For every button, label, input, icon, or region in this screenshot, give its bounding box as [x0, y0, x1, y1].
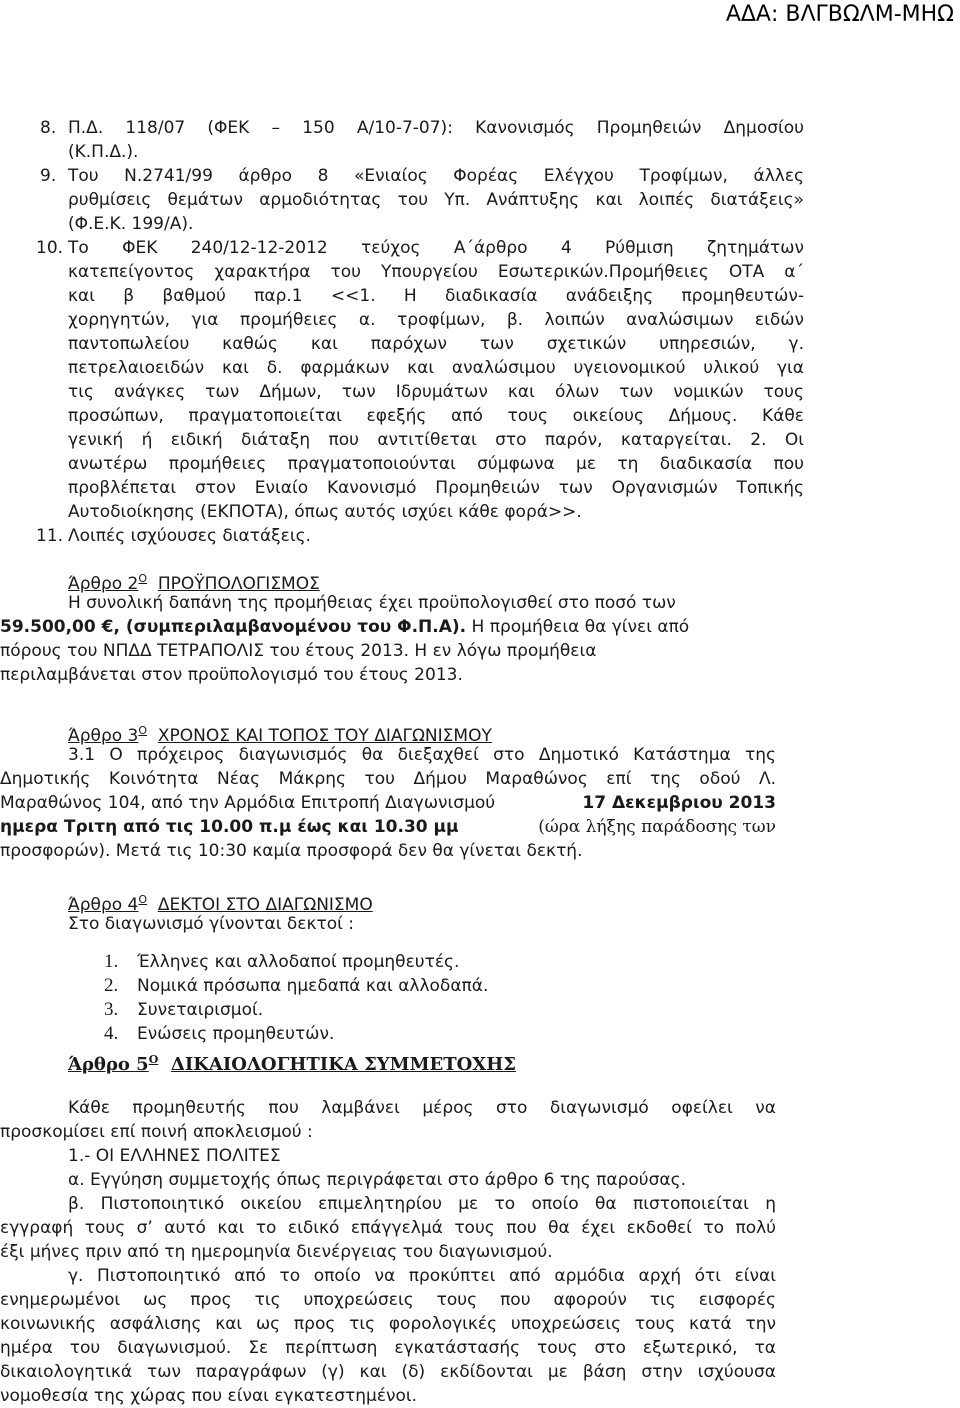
tender-committee: Μαραθώνος 104, από την Αρμόδια Επιτροπή Διαγωνισμού — [0, 793, 496, 813]
tender-line: Δημοτικής Κοινότητα Νέας Μάκρης του Δήμου Μαραθώνος επί της οδού Λ. — [0, 769, 776, 789]
tender-time: ημερα Τριτη από τις 10.00 π.μ έως και 10.30 μμ — [0, 817, 459, 837]
article-ordinal: Ο — [138, 893, 148, 906]
list-number: 9. — [40, 166, 57, 186]
eligible-intro: Στο διαγωνισμό γίνονται δεκτοί : — [68, 914, 355, 934]
ada-code: ΑΔΑ: ΒΛΓΒΩΛΜ-ΜΗΩ — [725, 2, 954, 27]
docs-item-b-line: β. Πιστοποιητικό οικείου επιμελητηρίου με το οποίο θα πιστοποιείται η — [68, 1194, 776, 1214]
budget-source: Η προμήθεια θα γίνει από — [466, 617, 690, 637]
docs-subheading: 1.- ΟΙ ΕΛΛΗΝΕΣ ΠΟΛΙΤΕΣ — [68, 1146, 281, 1166]
list-number: 10. — [36, 238, 64, 258]
article-title: ΧΡΟΝΟΣ ΚΑΙ ΤΟΠΟΣ ΤΟΥ ΔΙΑΓΩΝΙΣΜΟΥ — [157, 726, 492, 746]
tender-line: 3.1 Ο πρόχειρος διαγωνισμός θα διεξαχθεί στο Δημοτικό Κατάστημα της — [68, 745, 776, 765]
article-number: Άρθρο 2 — [68, 574, 139, 594]
budget-amount-line — [0, 615, 689, 639]
list-item-line: και β βαθμού παρ.1 <<1. Η διαδικασία ανάδειξης προμηθευτών- — [68, 286, 804, 306]
list-item-line: (Κ.Π.Δ.). — [68, 142, 139, 162]
budget-line: Η συνολική δαπάνη της προμήθειας έχει προϋπολογισθεί στο ποσό των — [68, 593, 676, 613]
article-ordinal: Ο — [148, 1053, 159, 1066]
list-item-line: παντοπωλείου καθώς και παρόχων των σχετικών υπηρεσιών, γ. — [68, 334, 804, 354]
list-item-line: προβλέπεται στον Ενιαίο Κανονισμό Προμηθειών των Οργανισμών Τοπικής — [68, 478, 804, 498]
article-number: Άρθρο 3 — [68, 726, 139, 746]
article-number: Άρθρο 5 — [68, 1054, 149, 1075]
list-number: 11. — [36, 526, 64, 546]
eligible-item: Συνεταιρισμοί. — [137, 1000, 264, 1020]
list-item-line: Π.Δ. 118/07 (ΦΕΚ – 150 Α/10-7-07): Κανονισμός Προμηθειών Δημοσίου — [68, 118, 804, 138]
budget-line: πόρους του ΝΠΔΔ ΤΕΤΡΑΠΟΛΙΣ του έτους 2013. Η εν λόγω προμήθεια — [0, 641, 597, 661]
docs-item-c-line: νομοθεσία της χώρας που είναι εγκατεστημένοι. — [0, 1386, 418, 1406]
list-item-line: χορηγητών, για προμήθειες α. τροφίμων, β. λοιπών αναλώσιμων ειδών — [68, 310, 804, 330]
eligible-item: Ενώσεις προμηθευτών. — [137, 1024, 335, 1044]
docs-line: Κάθε προμηθευτής που λαμβάνει μέρος στο διαγωνισμό οφείλει να — [68, 1098, 776, 1118]
docs-line: προσκομίσει επί ποινή αποκλεισμού : — [0, 1122, 313, 1142]
eligible-number: 2. — [104, 975, 119, 996]
eligible-number: 1. — [104, 951, 119, 972]
tender-line: προσφορών). Μετά τις 10:30 καμία προσφορά δεν θα γίνεται δεκτή. — [0, 841, 583, 861]
eligible-item: Έλληνες και αλλοδαποί προμηθευτές. — [137, 952, 460, 972]
budget-line: περιλαμβάνεται στον προϋπολογισμό του έτους 2013. — [0, 665, 463, 685]
article-title: ΔΙΚΑΙΟΛΟΓΗΤΙΚΑ ΣΥΜΜΕΤΟΧΗΣ — [170, 1054, 516, 1075]
eligible-number: 3. — [104, 999, 119, 1020]
article-ordinal: Ο — [138, 572, 148, 585]
list-item-line: τις ανάγκες των Δήμων, των Ιδρυμάτων και όλων των νομικών τους — [68, 382, 804, 402]
docs-item-c-line: ημέρα του διαγωνισμού. Σε περίπτωση εγκατάστασής τους στο εξωτερικό, τα — [0, 1338, 776, 1358]
docs-item-c-line: δικαιολογητικά των παραγράφων (γ) και (δ) εκδίδονται με βάση στην ισχύουσα — [0, 1362, 776, 1382]
heading-gap — [158, 1054, 171, 1075]
docs-item-b-line: εγγραφή τους σ’ αυτό και το ειδικό επάγγελμά τους που θα έχει εκδοθεί το πολύ — [0, 1218, 776, 1238]
article-title: ΠΡΟΫΠΟΛΟΓΙΣΜΟΣ — [157, 574, 320, 594]
list-item-line: ρυθμίσεις θεμάτων αρμοδιότητας του Υπ. Ανάπτυξης και λοιπές διατάξεις» — [68, 190, 804, 210]
list-number: 8. — [40, 118, 57, 138]
list-item-line: Το ΦΕΚ 240/12-12-2012 τεύχος Α΄άρθρο 4 Ρύθμιση ζητημάτων — [68, 238, 804, 258]
list-item-line: κατεπείγοντος χαρακτήρα του Υπουργείου Εσωτερικών.Προμήθειες ΟΤΑ α΄ — [68, 262, 804, 282]
list-item-line: ανωτέρω προμήθειες πραγματοποιούνται σύμφωνα με τη διαδικασία που — [68, 454, 804, 474]
article-ordinal: Ο — [138, 724, 148, 737]
tender-line — [0, 815, 776, 839]
art5-heading — [68, 1048, 516, 1077]
article-number: Άρθρο 4 — [68, 895, 139, 915]
docs-item-a: α. Εγγύηση συμμετοχής όπως περιγράφεται στο άρθρο 6 της παρούσας. — [68, 1170, 687, 1190]
deadline-note: (ώρα λήξης παράδοσης των — [538, 817, 776, 837]
list-item-line: Του Ν.2741/99 άρθρο 8 «Ενιαίος Φορέας Ελέγχου Τροφίμων, άλλες — [68, 166, 804, 186]
list-item-line: Λοιπές ισχύουσες διατάξεις. — [68, 526, 311, 546]
list-item-line: Αυτοδιοίκησης (ΕΚΠΟΤΑ), όπως αυτός ισχύει κάθε φορά>>. — [68, 502, 582, 522]
list-item-line: (Φ.Ε.Κ. 199/Α). — [68, 214, 194, 234]
eligible-number: 4. — [104, 1023, 119, 1044]
docs-item-c-line: ενημερωμένοι ως προς τις υποχρεώσεις τους που αφορούν τις εισφορές — [0, 1290, 776, 1310]
article-title: ΔΕΚΤΟΙ ΣΤΟ ΔΙΑΓΩΝΙΣΜΟ — [157, 895, 373, 915]
tender-line — [0, 791, 776, 815]
eligible-item: Νομικά πρόσωπα ημεδαπά και αλλοδαπά. — [137, 976, 489, 996]
docs-item-c-line: κοινωνικής ασφάλισης και ως προς τις φορολογικές υποχρεώσεις τους κατά την — [0, 1314, 776, 1334]
tender-date: 17 Δεκεμβριου 2013 — [582, 793, 776, 813]
list-item-line: πετρελαιοειδών και δ. φαρμάκων και αναλώσιμου υγειονομικού υλικού για — [68, 358, 804, 378]
list-item-line: προσώπων, πραγματοποιείται εφεξής από τους οικείους Δήμους. Κάθε — [68, 406, 804, 426]
docs-item-b-line: έξι μήνες πριν από τη ημερομηνία διενέργειας του διαγωνισμού. — [0, 1242, 553, 1262]
docs-item-c-line: γ. Πιστοποιητικό από το οποίο να προκύπτει από αρμόδια αρχή ότι είναι — [68, 1266, 776, 1286]
budget-amount: 59.500,00 €, (συμπεριλαμβανομένου του Φ.Π.Α). — [0, 617, 467, 637]
list-item-line: γενική ή ειδική διάταξη που αντιτίθεται στο παρόν, καταργείται. 2. Οι — [68, 430, 804, 450]
